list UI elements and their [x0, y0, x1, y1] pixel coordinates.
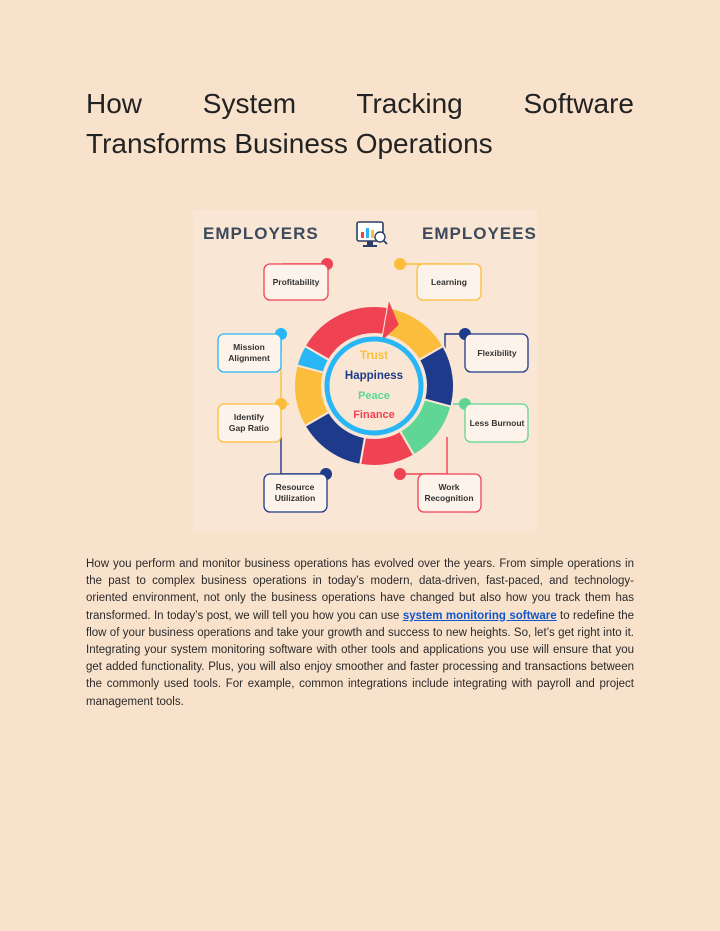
box-identify-gap-ratio [218, 404, 281, 442]
paragraph-text-end: to redefine the flow of your business operations and take your growth and success to new heights. So, let’s get right into it. Integrating your system monitoring software with other tools and applications you use will ensure that you get added functionality. Plus, you will also enjoy smoother and faster processing and transactions between the commonly used tools. For example, common integrations include integrating with payroll and project management tools. [86, 609, 634, 708]
label-flexibility: Flexibility [477, 348, 517, 358]
page-title [86, 84, 634, 164]
center-word-trust: Trust [359, 350, 389, 362]
box-learning [417, 264, 481, 300]
box-less-burnout [465, 404, 528, 442]
box-mission-alignment [218, 334, 281, 372]
label-less-burnout: Less Burnout [469, 418, 525, 428]
label-work-recognition: Work Recognition [424, 482, 474, 503]
center-word-happiness: Happiness [344, 370, 404, 382]
employers-employees-infographic [193, 210, 537, 532]
box-work-recognition [418, 474, 481, 512]
connector-dot [394, 258, 406, 270]
label-learning: Learning [431, 277, 467, 287]
article-paragraph [86, 556, 634, 711]
center-word-peace: Peace [358, 390, 390, 402]
label-resource-utilization: Resource Utilization [274, 482, 316, 503]
analytics-monitor-icon [357, 222, 387, 247]
infographic-svg [193, 210, 537, 532]
paragraph-text-start: How you perform and monitor business operations has evolved over the years. From simple operations in the past to complex business operations in today’s modern, data-driven, fast-paced, and technology-oriented environment, not only the business operations have changed but also how you track them has transformed. In today’s post, we will tell you how you can use [86, 558, 634, 622]
box-resource-utilization [264, 474, 327, 512]
center-word-finance: Finance [353, 409, 395, 421]
box-profitability [264, 264, 328, 300]
box-flexibility [465, 334, 528, 372]
employees-header: EMPLOYEES [422, 224, 537, 243]
title-line-1: How System Tracking Software [86, 88, 634, 119]
system-monitoring-software-link[interactable]: system monitoring software [402, 609, 557, 622]
label-profitability: Profitability [272, 277, 320, 287]
label-identify-gap-ratio: Identify Gap Ratio [228, 412, 270, 433]
label-mission-alignment: Mission Alignment [228, 342, 270, 363]
title-line-2: Transforms Business Operations [86, 128, 493, 159]
employers-header: EMPLOYERS [203, 224, 319, 243]
connector-dot [394, 468, 406, 480]
